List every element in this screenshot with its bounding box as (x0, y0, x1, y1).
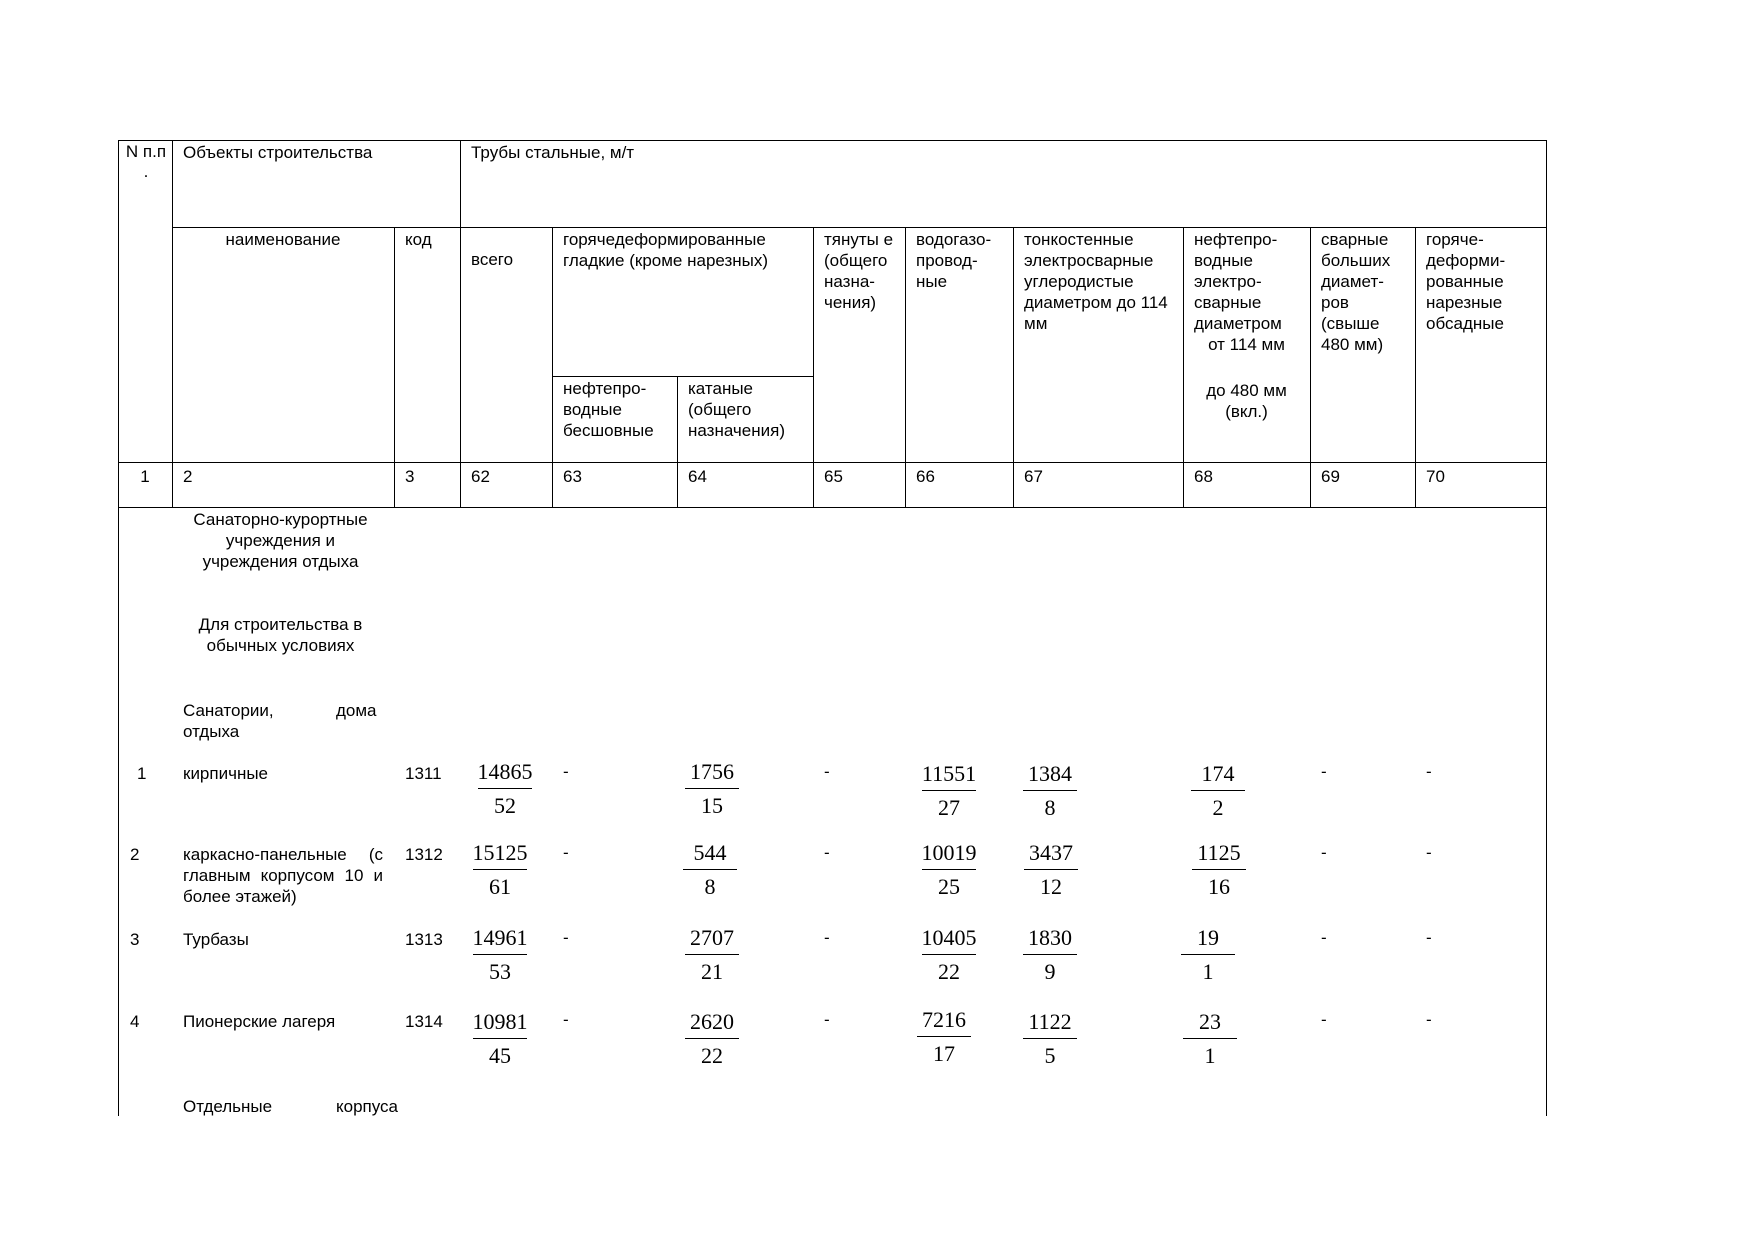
fraction-denominator: 15 (701, 793, 723, 818)
fraction-denominator: 12 (1040, 874, 1062, 899)
fraction-denominator: 16 (1208, 874, 1230, 899)
fraction-rolled (674, 1007, 750, 1071)
row-number: 2 (130, 845, 140, 864)
cell-dash: - (1321, 843, 1327, 862)
col-number: 63 (563, 467, 582, 486)
fraction-denominator: 52 (494, 793, 516, 818)
row-code: 1313 (405, 930, 443, 949)
fraction-numerator: 11551 (921, 761, 977, 786)
fraction-denominator: 22 (701, 1043, 723, 1068)
fraction-bar (1192, 869, 1246, 870)
fraction-bar (685, 788, 739, 789)
fraction-bar (685, 954, 739, 955)
col-number: 69 (1321, 467, 1340, 486)
col-number: 70 (1426, 467, 1445, 486)
fraction-thin-wall (1012, 1007, 1088, 1071)
fraction-bar (1191, 790, 1245, 791)
numbers-row-bottom-border (118, 507, 1546, 508)
fraction-numerator: 1125 (1197, 840, 1241, 865)
fraction-water-gas (911, 759, 987, 823)
fraction-bar (922, 954, 976, 955)
fraction-numerator: 544 (693, 840, 727, 865)
fraction-rolled (674, 757, 750, 821)
fraction-denominator: 45 (489, 1043, 511, 1068)
header-water-gas: водогазо- провод- ные (916, 230, 992, 291)
col-number: 62 (471, 467, 490, 486)
fraction-bar (473, 869, 527, 870)
fraction-numerator: 10981 (472, 1009, 528, 1034)
col-divider-5 (677, 376, 678, 507)
section-heading-normal-conditions: Для строительства в обычных условиях (198, 615, 363, 655)
fraction-denominator: 2 (1212, 795, 1224, 820)
cell-dash: - (563, 1010, 569, 1029)
col-divider-2 (394, 227, 395, 507)
fraction-oil-welded (1170, 923, 1246, 987)
header-drawn: тянуты е (общего назна- чения) (824, 230, 894, 312)
col-number: 64 (688, 467, 707, 486)
header-hot-threaded: горяче- деформи- рованные нарезные обсадные (1426, 230, 1506, 333)
row-name: Пионерские лагеря (183, 1012, 336, 1031)
fraction-oil-welded (1180, 759, 1256, 823)
fraction-bar (1183, 1038, 1237, 1039)
fraction-denominator: 21 (701, 959, 723, 984)
fraction-bar (922, 790, 976, 791)
fraction-numerator: 19 (1197, 925, 1219, 950)
fraction-bar (473, 1038, 527, 1039)
fraction-bar (683, 869, 737, 870)
fraction-bar (922, 869, 976, 870)
header-bottom-border (118, 462, 1546, 463)
fraction-bar (1023, 1038, 1077, 1039)
col-number: 67 (1024, 467, 1043, 486)
fraction-water-gas (911, 923, 987, 987)
table-right-border (1546, 140, 1547, 1116)
cell-dash: - (563, 928, 569, 947)
row-number: 4 (130, 1012, 140, 1031)
fraction-total (462, 1007, 538, 1071)
fraction-oil-welded (1181, 838, 1257, 902)
cell-dash: - (563, 843, 569, 862)
fraction-rolled (672, 838, 748, 902)
cell-dash: - (1426, 1010, 1432, 1029)
header-name: наименование (225, 230, 341, 249)
fraction-numerator: 10019 (921, 840, 977, 865)
row-number: 1 (137, 764, 147, 783)
fraction-numerator: 15125 (472, 840, 528, 865)
row-code: 1314 (405, 1012, 443, 1031)
header-oil-welded: нефтепро- водные электро- сварные диаметром (1194, 230, 1282, 333)
header-total: всего (471, 250, 514, 269)
header-large-welded: сварные больших диамет- ров (свыше 480 мм) (1321, 230, 1391, 354)
col-number: 65 (824, 467, 843, 486)
fraction-numerator: 10405 (921, 925, 977, 950)
cell-dash: - (824, 843, 830, 862)
cell-dash: - (1426, 928, 1432, 947)
fraction-bar (478, 788, 532, 789)
fraction-numerator: 1756 (690, 759, 734, 784)
col-number: 3 (405, 467, 415, 486)
col-number: 1 (140, 467, 150, 486)
fraction-rolled (674, 923, 750, 987)
header-oil-seamless: нефтепро- водные бесшовные (563, 379, 654, 440)
section-sanatoria-word1: Санатории, (183, 701, 274, 720)
fraction-water-gas (906, 1005, 982, 1069)
fraction-bar (685, 1038, 739, 1039)
fraction-denominator: 17 (933, 1041, 955, 1066)
cell-dash: - (1321, 928, 1327, 947)
fraction-denominator: 1 (1204, 1043, 1216, 1068)
row-code: 1312 (405, 845, 443, 864)
fraction-oil-welded (1172, 1007, 1248, 1071)
fraction-bar (473, 954, 527, 955)
fraction-numerator: 2620 (690, 1009, 734, 1034)
header-oil-welded-incl: (вкл.) (1225, 402, 1268, 421)
header-code: код (405, 230, 432, 249)
cell-dash: - (1426, 843, 1432, 862)
col-divider-1 (172, 140, 173, 507)
row-code: 1311 (405, 764, 442, 783)
table-top-border (118, 140, 1546, 141)
fraction-bar (1023, 954, 1077, 955)
fraction-numerator: 23 (1199, 1009, 1221, 1034)
cell-dash: - (1321, 1010, 1327, 1029)
row-name: Турбазы (183, 930, 249, 949)
header-thin-wall: тонкостенные электросварные углеродистые диаметром до 114 мм (1024, 230, 1168, 333)
section-heading-sanatorium: Санаторно-курортные учреждения и учреждения отдыха (193, 510, 368, 571)
section-separate-buildings-word1: Отдельные (183, 1097, 273, 1116)
col-divider-11 (1415, 227, 1416, 507)
section-sanatoria-word3: отдыха (183, 722, 240, 741)
row-number: 3 (130, 930, 140, 949)
header-row-divider (172, 227, 1546, 228)
header-pipes: Трубы стальные, м/т (471, 143, 635, 162)
fraction-bar (1181, 954, 1235, 955)
section-separate-buildings-word2: корпуса (336, 1097, 399, 1116)
cell-dash: - (824, 762, 830, 781)
header-oil-welded-to: до 480 мм (1206, 381, 1287, 400)
fraction-numerator: 1830 (1028, 925, 1072, 950)
fraction-bar (1024, 869, 1078, 870)
fraction-water-gas (911, 838, 987, 902)
col-number: 66 (916, 467, 935, 486)
fraction-total (462, 838, 538, 902)
fraction-bar (1023, 790, 1077, 791)
fraction-total (462, 923, 538, 987)
header-rolled: катаные (общего назначения) (688, 379, 785, 440)
col-divider-10 (1310, 227, 1311, 507)
section-sanatoria-word2: дома (336, 701, 377, 720)
fraction-numerator: 7216 (922, 1007, 966, 1032)
cell-dash: - (824, 1010, 830, 1029)
col-number: 2 (183, 467, 193, 486)
fraction-numerator: 14961 (472, 925, 528, 950)
subheader-divider (552, 376, 813, 377)
fraction-denominator: 27 (938, 795, 960, 820)
row-name: кирпичные (183, 764, 269, 783)
fraction-denominator: 1 (1202, 959, 1214, 984)
fraction-numerator: 174 (1201, 761, 1235, 786)
col-divider-8 (1013, 227, 1014, 507)
col-divider-4 (552, 227, 553, 507)
cell-dash: - (563, 762, 569, 781)
fraction-denominator: 9 (1044, 959, 1056, 984)
header-oil-welded-from: от 114 мм (1208, 335, 1285, 354)
fraction-total (467, 757, 543, 821)
fraction-bar (917, 1036, 971, 1037)
fraction-numerator: 14865 (477, 759, 533, 784)
fraction-numerator: 1122 (1028, 1009, 1072, 1034)
fraction-denominator: 22 (938, 959, 960, 984)
fraction-denominator: 53 (489, 959, 511, 984)
fraction-numerator: 2707 (690, 925, 734, 950)
col-number: 68 (1194, 467, 1213, 486)
fraction-denominator: 8 (1044, 795, 1056, 820)
col-divider-7 (905, 227, 906, 507)
col-divider-9 (1183, 227, 1184, 507)
fraction-denominator: 5 (1044, 1043, 1056, 1068)
cell-dash: - (824, 928, 830, 947)
fraction-thin-wall (1013, 838, 1089, 902)
fraction-numerator: 3437 (1029, 840, 1073, 865)
fraction-thin-wall (1012, 759, 1088, 823)
fraction-denominator: 8 (704, 874, 716, 899)
header-hot-smooth: горячедеформированные гладкие (кроме нарезных) (563, 230, 769, 270)
cell-dash: - (1321, 762, 1327, 781)
fraction-denominator: 61 (489, 874, 511, 899)
col-divider-3 (460, 140, 461, 507)
cell-dash: - (1426, 762, 1432, 781)
table-left-border (118, 140, 119, 1116)
header-num-col: N п.п . (125, 142, 167, 181)
fraction-thin-wall (1012, 923, 1088, 987)
header-objects: Объекты строительства (183, 143, 373, 162)
col-divider-6 (813, 227, 814, 507)
fraction-numerator: 1384 (1028, 761, 1072, 786)
fraction-denominator: 25 (938, 874, 960, 899)
row-name: каркасно-панельные (с главным корпусом 10 и более этажей) (183, 845, 383, 906)
